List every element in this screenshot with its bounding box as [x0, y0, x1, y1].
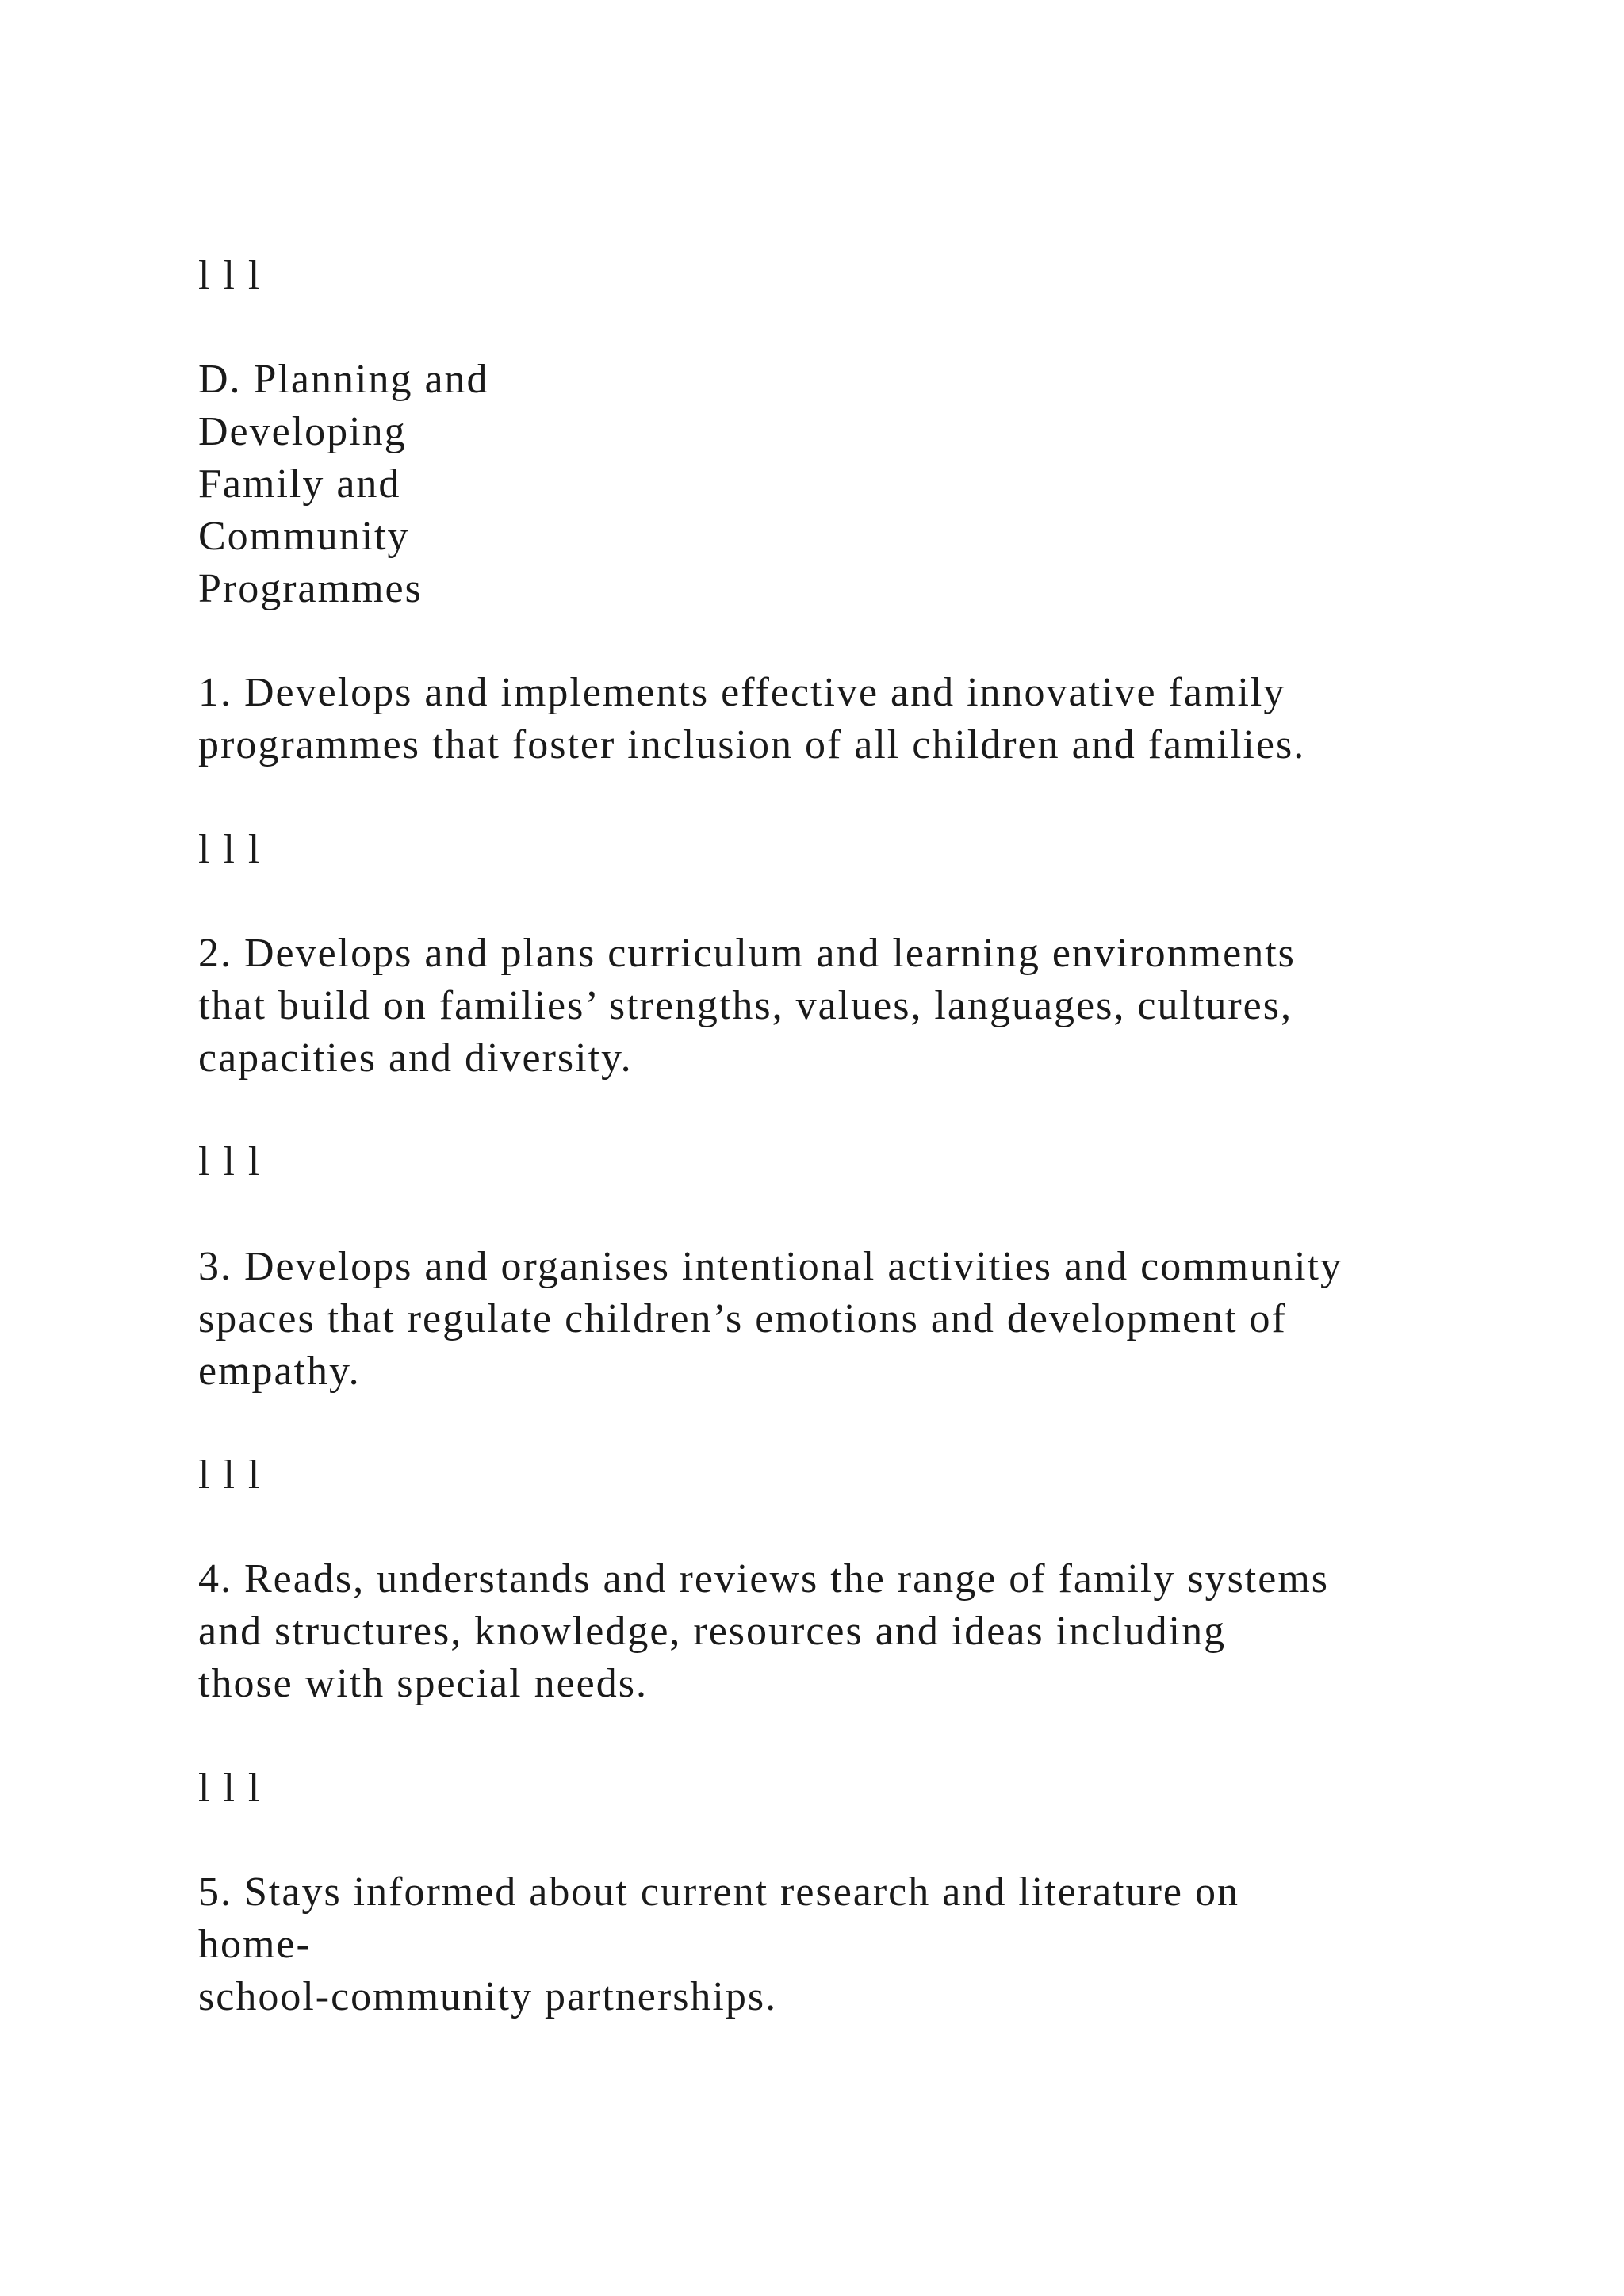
section-heading-line: Family and — [198, 461, 401, 507]
item-2-line: 2. Develops and plans curriculum and learning environments — [198, 931, 1296, 976]
item-2-line: capacities and diversity. — [198, 1035, 633, 1081]
item-4-line: those with special needs. — [198, 1661, 648, 1706]
item-3-line: empathy. — [198, 1349, 361, 1394]
item-2-line: that build on families’ strengths, values, languages, cultures, — [198, 983, 1293, 1028]
item-3-line: spaces that regulate children’s emotions and development of — [198, 1296, 1287, 1341]
item-4-line: and structures, knowledge, resources and ideas including — [198, 1609, 1227, 1654]
section-heading-line: Community — [198, 514, 410, 559]
rating-marks: l l l — [198, 827, 262, 872]
item-5-line: 5. Stays informed about current research and literature on — [198, 1869, 1239, 1915]
item-5-line: home- — [198, 1922, 312, 1967]
section-heading-line: Developing — [198, 409, 407, 454]
rating-marks: l l l — [198, 1766, 262, 1811]
item-1-line: 1. Develops and implements effective and innovative family — [198, 670, 1286, 715]
section-heading-line: Programmes — [198, 566, 423, 611]
item-5-line: school-community partnerships. — [198, 1974, 778, 2019]
item-1-line: programmes that foster inclusion of all children and families. — [198, 722, 1306, 767]
rating-marks: l l l — [198, 1139, 262, 1184]
section-heading-line: D. Planning and — [198, 357, 489, 402]
rating-marks: l l l — [198, 1452, 262, 1498]
rating-marks: l l l — [198, 253, 262, 298]
item-3-line: 3. Develops and organises intentional activities and community — [198, 1244, 1342, 1289]
item-4-line: 4. Reads, understands and reviews the range of family systems — [198, 1556, 1330, 1601]
